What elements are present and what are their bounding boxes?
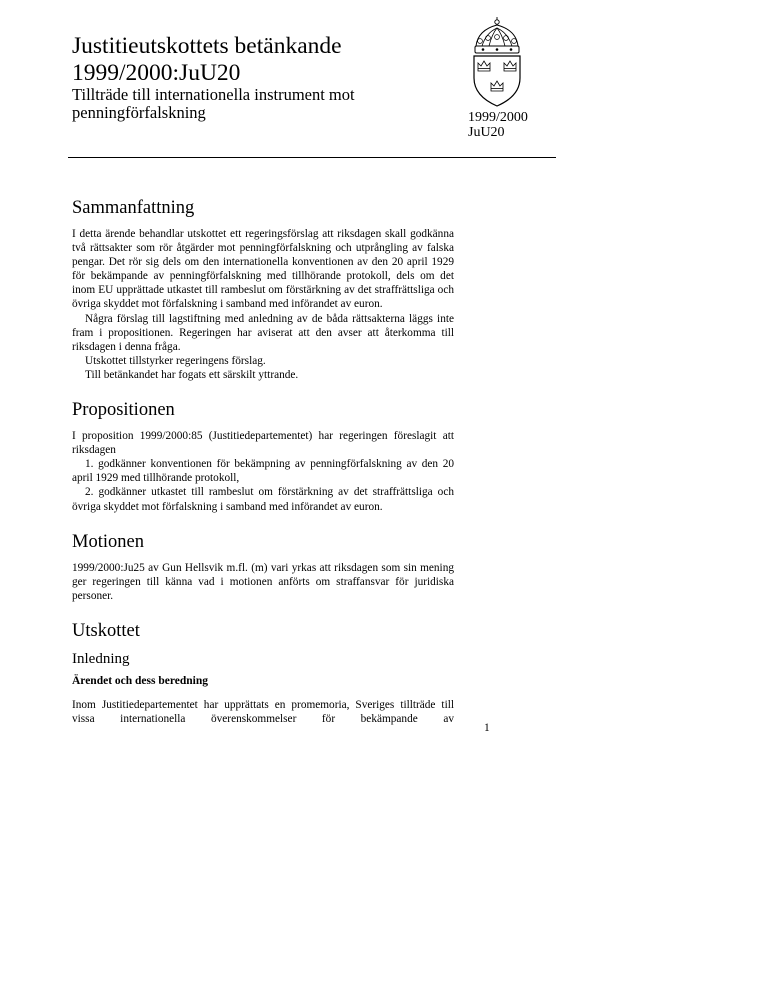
section-utskottet [72,620,454,726]
section-motionen [72,531,454,603]
utskottet-paragraph-1: Inom Justitiedepartementet har upprättats en promemoria, Sveriges tillträde till vissa internationella överenskommelser för bekämpande av [72,698,454,725]
sammanfattning-paragraph-4: Till betänkandet har fogats ett särskilt yttrande. [85,368,299,381]
document-title [72,33,432,87]
propositionen-paragraph-1: I proposition 1999/2000:85 (Justitiedepartementet) har regeringen föreslagit att riksdagen [72,430,454,457]
sammanfattning-heading: Sammanfattning [72,198,195,218]
document-subtitle [72,86,432,122]
inledning-heading: Inledning [72,650,130,667]
title-line-1: Justitieutskottets betänkande [72,33,342,59]
title-line-2: 1999/2000:JuU20 [72,60,241,86]
sammanfattning-paragraph-3: Utskottet tillstyrker regeringens förslag. [85,354,266,367]
side-reference [468,110,528,140]
motionen-heading: Motionen [72,531,144,552]
motionen-paragraph-1: 1999/2000:Ju25 av Gun Hellsvik m.fl. (m) vari yrkas att riksdagen som sin mening ger regeringen till känna vad i motionen anförts om straffansvar för juridiska personer. [72,561,454,602]
subtitle-line-1: Tillträde till internationella instrument mot [72,85,355,104]
side-ref-year: 1999/2000 [468,110,528,125]
section-propositionen [72,399,454,514]
side-ref-code: JuU20 [468,125,505,140]
arendet-heading: Ärendet och dess beredning [72,674,208,687]
swedish-coat-of-arms-icon [468,16,526,108]
section-sammanfattning [72,197,454,382]
propositionen-item-2: 2. godkänner utkastet till rambeslut om förstärkning av det straffrättsliga och övriga skyddet mot förfalskning i samband med införandet av euron. [72,486,454,513]
header-divider [68,157,556,158]
propositionen-item-1: 1. godkänner konventionen för bekämpning av penningförfalskning av den 20 april 1929 med tillhörande protokoll, [72,458,454,485]
document-body [72,197,454,743]
sammanfattning-paragraph-2: Några förslag till lagstiftning med anledning av de båda rättsakterna läggs inte fram i propositionen. Regeringen har aviserat att den avser att återkomma till riksdagen i denna fråga. [72,312,454,353]
page-number: 1 [484,722,490,734]
propositionen-heading: Propositionen [72,400,175,421]
utskottet-heading: Utskottet [72,620,140,641]
subtitle-line-2: penningförfalskning [72,103,206,122]
sammanfattning-paragraph-1: I detta ärende behandlar utskottet ett regeringsförslag att riksdagen skall godkänna två rättsakter som rör åtgärder mot penningförfalskning och utprångling av falska pengar. Det rör sig dels om den internationella konventionen av den 20 april 1929 för bekämpande av penningförfalskning med tillhörande protokoll, dels om det inom EU upprättade utkastet till rambeslut om förstärkning av det straffrättsliga och övriga skyddet mot förfalskning i samband med införandet av euron. [72,228,454,311]
